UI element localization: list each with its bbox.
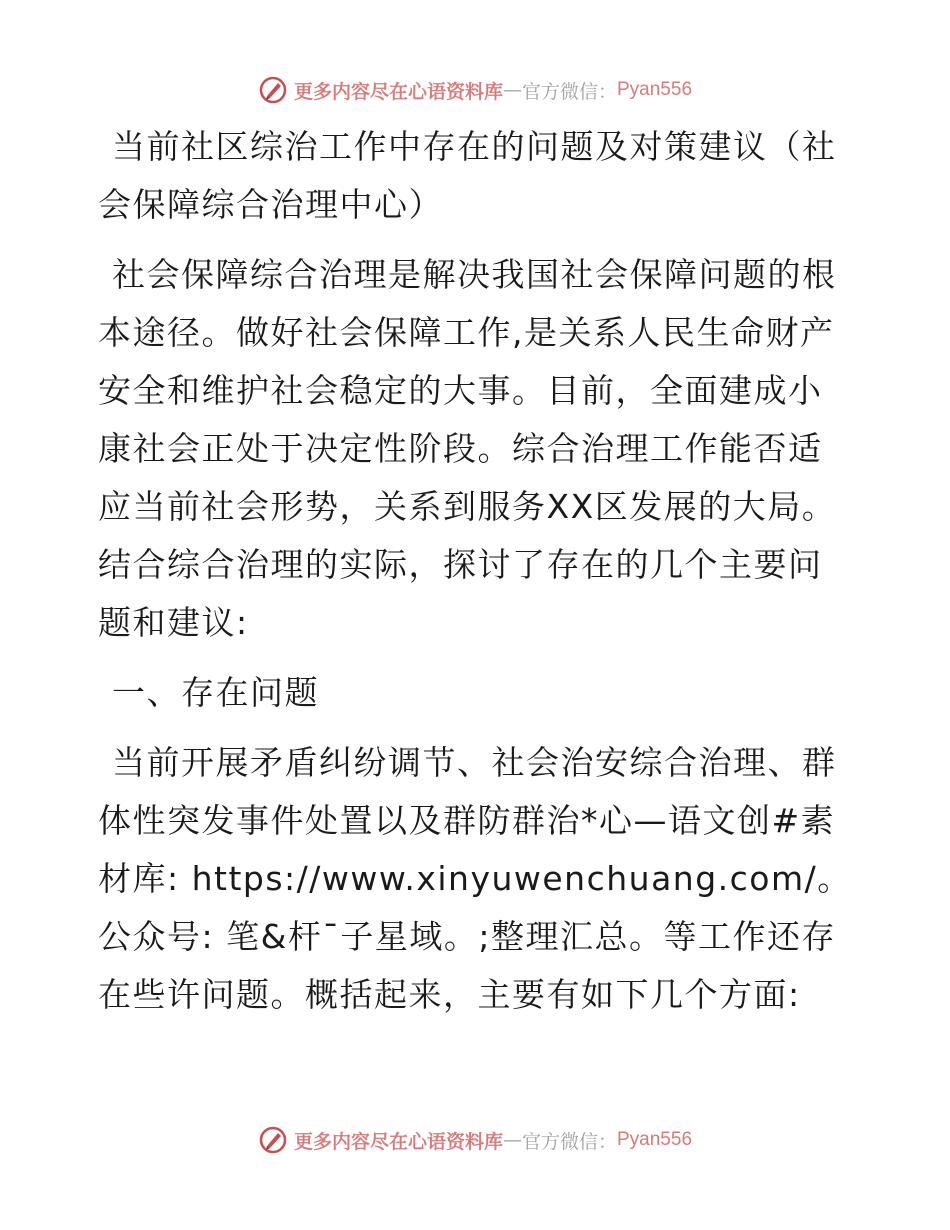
section-heading: 一、存在问题 xyxy=(112,673,319,712)
banner-site-text: 更多内容尽在心语资料库 xyxy=(293,1130,503,1153)
intro-paragraph: 社会保障综合治理是解决我国社会保障问题的根本途径。做好社会保障工作,是关系人民生命财产安全和维护社会稳定的大事。目前，全面建成小康社会正处于决定性阶段。综合治理工作能否适应当前社会形势，关系到服务XX区发展的大局。结合综合治理的实际，探讨了存在的几个主要问题和建议: xyxy=(98,255,837,642)
banner-wechat-label: 官方微信： xyxy=(521,80,617,103)
pen-logo-icon xyxy=(258,1125,288,1155)
pen-logo-icon xyxy=(258,75,288,105)
banner-wechat-label: 官方微信： xyxy=(521,1130,617,1153)
banner-separator: — xyxy=(502,1129,522,1151)
banner-wechat-id: Pyan556 xyxy=(617,1129,693,1150)
document-body xyxy=(98,118,852,1036)
section-paragraph: 当前开展矛盾纠纷调节、社会治安综合治理、群体性突发事件处置以及群防群治*心—语文创#素材库: https://www.xinyuwenchuang.com/。公众号: 笔&杆¯子星域。;整理汇总。等工作还存在些许问题。概括起来，主要有如下几个方面: xyxy=(98,743,852,1014)
footer-watermark-banner xyxy=(0,1120,950,1160)
header-watermark-banner xyxy=(0,70,950,110)
banner-separator: — xyxy=(502,79,522,101)
banner-site-text: 更多内容尽在心语资料库 xyxy=(293,80,503,103)
banner-wechat-id: Pyan556 xyxy=(617,79,693,100)
document-title: 当前社区综治工作中存在的问题及对策建议（社会保障综合治理中心） xyxy=(98,127,837,224)
